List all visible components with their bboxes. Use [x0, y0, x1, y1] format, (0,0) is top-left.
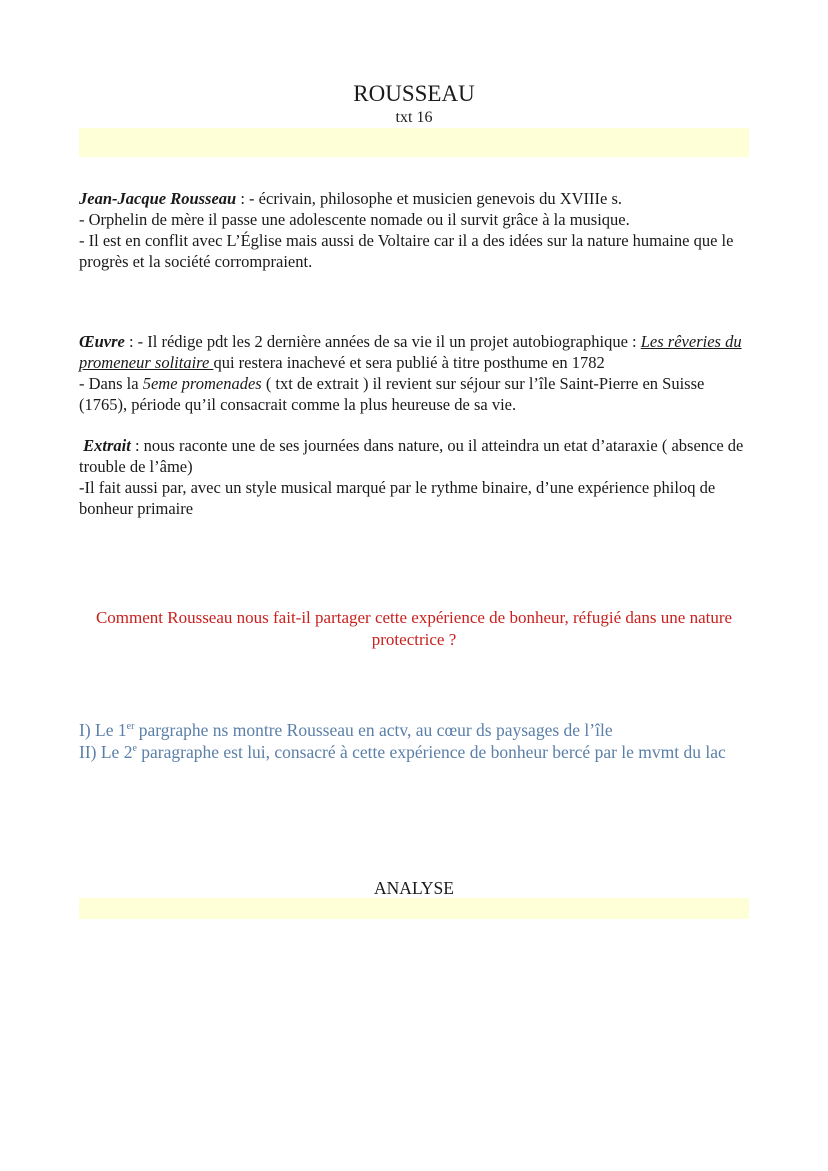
plan-section: [79, 719, 754, 763]
book-title: Les rêveries du promeneur solitaire: [79, 332, 742, 372]
author-name: Jean-Jacque Rousseau: [79, 189, 237, 208]
plan-item: II) Le 2e paragraphe est lui, consacré à cette expérience de bonheur bercé par le mvmt du lac: [79, 742, 726, 762]
page-subtitle: txt 16: [395, 109, 433, 126]
page-title: ROUSSEAU: [353, 81, 475, 106]
oeuvre-text: - Dans la: [79, 374, 143, 393]
oeuvre-text: : - Il rédige pdt les 2 dernière années de sa vie il un projet autobiographique :: [124, 332, 641, 351]
extrait-label: Extrait: [83, 436, 131, 455]
extrait-text: : nous raconte une de ses journées dans nature, ou il atteindra un etat d’ataraxie ( absence de trouble de l’âme): [79, 436, 744, 476]
highlight-band: [79, 128, 749, 157]
oeuvre-text: ( txt de extrait ) il revient sur séjour sur l’île Saint-Pierre en Suisse (1765), période qu’il consacrait comme la plus heureuse de sa vie.: [79, 374, 705, 414]
analyse-heading: ANALYSE: [374, 878, 454, 898]
bio-line: : - écrivain, philosophe et musicien genevois du XVIIIe s.: [236, 189, 623, 208]
oeuvre-text: qui restera inachevé et sera publié à titre posthume en 1782: [213, 353, 605, 372]
problematique: Comment Rousseau nous fait-il partager cette expérience de bonheur, réfugié dans une nature protectrice ?: [95, 608, 733, 649]
bio-line: - Orphelin de mère il passe une adolescente nomade ou il survit grâce à la musique.: [79, 210, 630, 229]
oeuvre-section: [79, 331, 754, 415]
promenade-name: 5eme promenades: [142, 374, 262, 393]
extrait-text: -Il fait aussi par, avec un style musical marqué par le rythme binaire, d’une expérience philoq de bonheur primaire: [79, 478, 716, 518]
highlight-band: [79, 898, 749, 919]
extrait-section: [79, 435, 754, 519]
bio-section: [79, 188, 754, 272]
plan-item: I) Le 1er pargraphe ns montre Rousseau en actv, au cœur ds paysages de l’île: [79, 720, 613, 740]
oeuvre-label: Œuvre: [79, 332, 125, 351]
bio-line: - Il est en conflit avec L’Église mais aussi de Voltaire car il a des idées sur la nature humaine que le progrès et la société corrompraient.: [79, 231, 734, 271]
